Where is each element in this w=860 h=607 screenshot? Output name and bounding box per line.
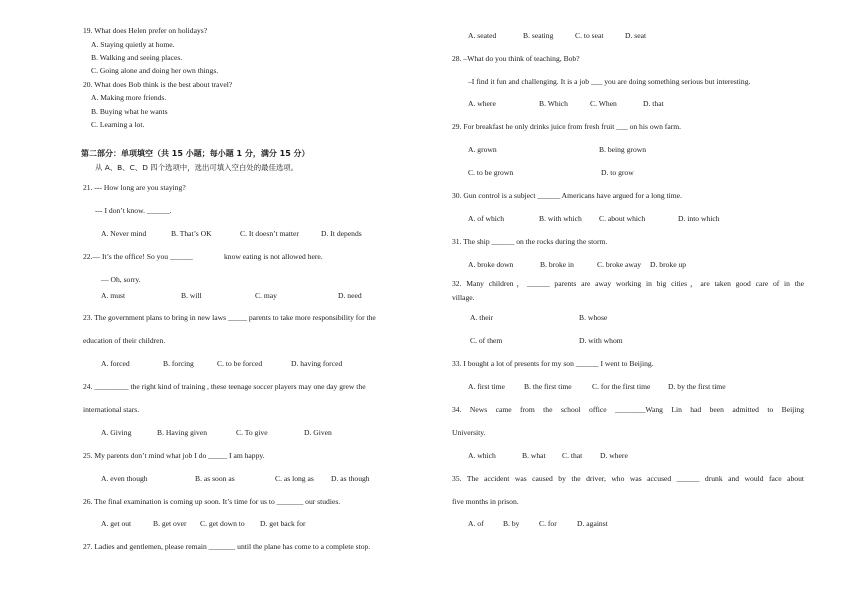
q23-option-d: D. having forced <box>291 359 343 368</box>
q35-option-c: C. for <box>539 519 557 528</box>
q23-option-c: C. to be forced <box>217 359 263 368</box>
question-22-stem: 22.— It’s the office! So you ______ <box>83 252 193 261</box>
q25-option-a: A. even though <box>101 474 148 483</box>
q19-option-a: A. Staying quietly at home. <box>91 40 175 49</box>
q28-option-d: D. that <box>643 99 664 108</box>
question-34-stem: 34. News came from the school office ________Wang Lin had been admitted to Beijing <box>452 405 804 414</box>
q20-option-a: A. Making more friends. <box>91 93 167 102</box>
q28-option-b: B. Which <box>539 99 568 108</box>
question-24-stem-cont: international stars. <box>83 405 140 414</box>
q29-option-a: A. grown <box>468 145 497 154</box>
question-28-reply: –I find it fun and challenging. It is a job ___ you are doing something serious but interesting. <box>468 77 751 86</box>
q34-option-b: B. what <box>522 451 546 460</box>
q35-option-d: D. against <box>577 519 608 528</box>
q35-option-b: B. by <box>503 519 520 528</box>
q28-option-a: A. where <box>468 99 496 108</box>
q32-option-c: C. of them <box>470 336 503 345</box>
q27-option-b: B. seating <box>523 31 554 40</box>
question-33-stem: 33. I bought a lot of presents for my son ______ I went to Beijing. <box>452 359 654 368</box>
question-31-stem: 31. The ship ______ on the rocks during the storm. <box>452 237 608 246</box>
q19-option-b: B. Walking and seeing places. <box>91 53 183 62</box>
question-22-stem-end: know eating is not allowed here. <box>224 252 323 261</box>
question-32-stem-cont: village. <box>452 293 475 302</box>
question-24-stem: 24. _________ the right kind of training , these teenage soccer players may one day grew the <box>83 382 366 391</box>
q31-option-d: D. broke up <box>650 260 687 269</box>
question-30-stem: 30. Gun control is a subject ______ Americans have argued for a long time. <box>452 191 682 200</box>
q25-option-d: D. as though <box>331 474 370 483</box>
question-21-stem: 21. --- How long are you staying? <box>83 183 186 192</box>
q33-option-d: D. by the first time <box>668 382 726 391</box>
question-20-stem: 20. What does Bob think is the best about travel? <box>83 80 233 89</box>
q26-option-b: B. get over <box>153 519 187 528</box>
question-19-stem: 19. What does Helen prefer on holidays? <box>83 26 208 35</box>
section-instructions: 从 A、B、C、D 四个选项中，选出可填入空白处的最佳选项。 <box>95 163 299 172</box>
q33-option-b: B. the first time <box>524 382 572 391</box>
q32-option-b: B. whose <box>579 313 608 322</box>
q35-option-a: A. of <box>468 519 484 528</box>
question-32-stem: 32. Many children，______ parents are away working in big cities，are taken good care of in the <box>452 279 804 288</box>
q27-option-c: C. to seat <box>575 31 604 40</box>
q24-option-a: A. Giving <box>101 428 132 437</box>
q31-option-a: A. broke down <box>468 260 514 269</box>
question-23-stem-cont: education of their children. <box>83 336 166 345</box>
q27-option-a: A. seated <box>468 31 497 40</box>
q23-option-a: A. forced <box>101 359 130 368</box>
q26-option-d: D. get back for <box>260 519 306 528</box>
q32-option-d: D. with whom <box>579 336 623 345</box>
q30-option-c: C. about which <box>599 214 646 223</box>
q30-option-a: A. of which <box>468 214 505 223</box>
question-35-stem-cont: five months in prison. <box>452 497 519 506</box>
q31-option-b: B. broke in <box>540 260 574 269</box>
q33-option-c: C. for the first time <box>592 382 651 391</box>
q23-option-b: B. forcing <box>163 359 194 368</box>
q29-option-d: D. to grow <box>601 168 634 177</box>
q24-option-b: B. Having given <box>157 428 207 437</box>
question-29-stem: 29. For breakfast he only drinks juice from fresh fruit ___ on his own farm. <box>452 122 682 131</box>
question-35-stem: 35. The accident was caused by the driver, who was accused ______ drunk and would face about <box>452 474 804 483</box>
question-25-stem: 25. My parents don’t mind what job I do _____ I am happy. <box>83 451 265 460</box>
q29-option-c: C. to be grown <box>468 168 514 177</box>
q29-option-b: B. being grown <box>599 145 647 154</box>
q20-option-c: C. Learning a lot. <box>91 120 145 129</box>
q24-option-c: C. To give <box>236 428 268 437</box>
q22-option-b: B. will <box>181 291 202 300</box>
q19-option-c: C. Going alone and doing her own things. <box>91 66 219 75</box>
q27-option-d: D. seat <box>625 31 647 40</box>
q20-option-b: B. Buying what he wants <box>91 107 168 116</box>
question-27-stem: 27. Ladies and gentlemen, please remain _______ until the plane has come to a complete stop. <box>83 542 371 551</box>
q21-option-c: C. It doesn’t matter <box>240 229 299 238</box>
q31-option-c: C. broke away <box>597 260 642 269</box>
q24-option-d: D. Given <box>304 428 332 437</box>
q22-option-c: C. may <box>255 291 277 300</box>
q34-option-a: A. which <box>468 451 496 460</box>
q34-option-d: D. where <box>600 451 628 460</box>
section-title: 第二部分：单项填空（共 15 小题；每小题 1 分，满分 15 分） <box>81 149 310 158</box>
q21-option-a: A. Never mind <box>101 229 147 238</box>
question-28-stem: 28. –What do you think of teaching, Bob? <box>452 54 580 63</box>
q32-option-a: A. their <box>470 313 494 322</box>
q30-option-d: D. into which <box>678 214 720 223</box>
question-26-stem: 26. The final examination is coming up soon. It’s time for us to _______ our studies. <box>83 497 341 506</box>
q26-option-a: A. get out <box>101 519 132 528</box>
question-34-stem-cont: University. <box>452 428 486 437</box>
q30-option-b: B. with which <box>539 214 582 223</box>
q22-option-a: A. must <box>101 291 126 300</box>
question-21-reply: --- I don’t know. ______. <box>95 206 172 215</box>
question-23-stem: 23. The government plans to bring in new laws _____ parents to take more responsibility for the <box>83 313 376 322</box>
q28-option-c: C. When <box>590 99 617 108</box>
q26-option-c: C. get down to <box>200 519 245 528</box>
q21-option-b: B. That’s OK <box>171 229 212 238</box>
q22-option-d: D. need <box>338 291 362 300</box>
q34-option-c: C. that <box>562 451 583 460</box>
q21-option-d: D. It depends <box>321 229 362 238</box>
question-22-reply: — Oh, sorry. <box>101 275 141 284</box>
q33-option-a: A. first time <box>468 382 505 391</box>
q25-option-c: C. as long as <box>275 474 314 483</box>
q25-option-b: B. as soon as <box>195 474 235 483</box>
